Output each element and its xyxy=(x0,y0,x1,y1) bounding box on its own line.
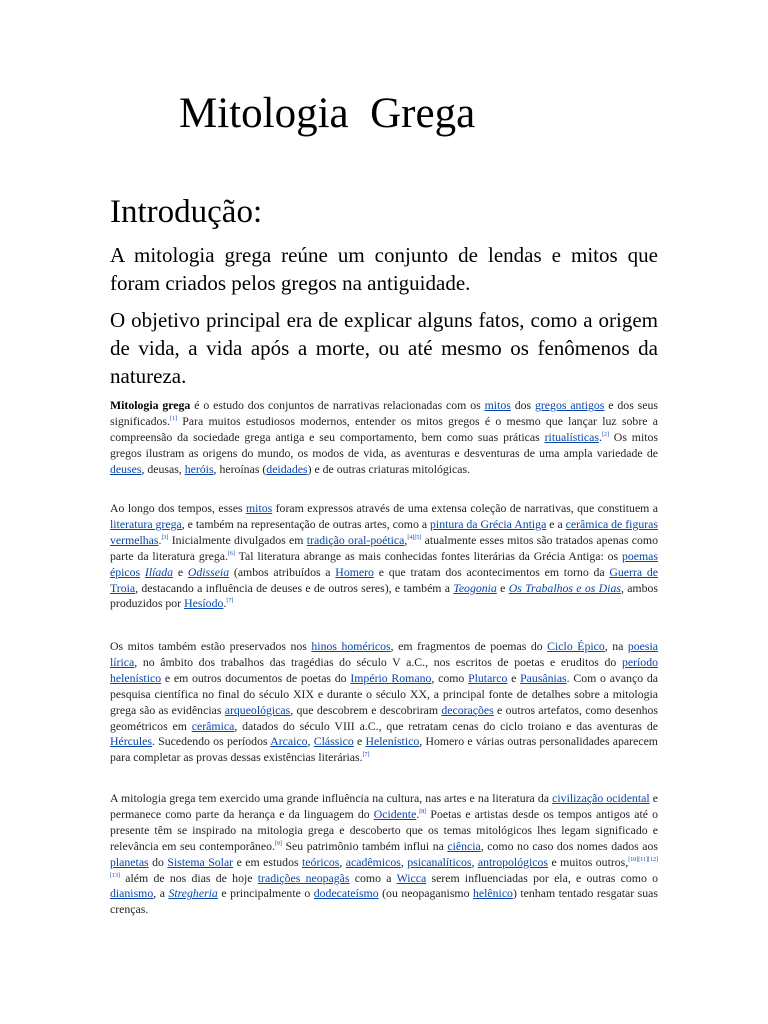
link-dianismo[interactable]: dianismo xyxy=(110,886,154,901)
text-run: , como xyxy=(431,670,469,685)
link-sistema-solar[interactable]: Sistema Solar xyxy=(167,854,234,869)
intro-paragraph-2: O objetivo principal era de explicar alguns fatos, como a origem de vida, a vida após a morte, ou até mesmo os fenômenos da natureza. xyxy=(110,308,658,388)
text-run: é o estudo dos conjuntos de narrativas relacionadas com os xyxy=(190,398,485,412)
text-run: além de nos dias de hoje xyxy=(120,870,258,885)
link-periodo-helenistico[interactable]: período helenístico xyxy=(110,654,658,685)
text-run: e em outros documentos de poetas do xyxy=(161,670,351,685)
text-run: . Sucedendo os períodos xyxy=(151,734,271,749)
text-run: (ou neopaganismo xyxy=(378,886,473,901)
link-tradicoes-neopagas[interactable]: tradições neopagãs xyxy=(257,870,350,885)
text-run: Para muitos estudiosos modernos, entender os mitos gregos é o mesmo que lançar luz sobre a compreensão da sociedade grega antiga e seu comportamento, bem como suas práticas xyxy=(110,413,658,444)
document-title: Mitologia Grega xyxy=(179,90,476,137)
text-run: e xyxy=(353,734,366,749)
footnote-ref[interactable]: [7] xyxy=(226,598,234,605)
link-classico[interactable]: Clássico xyxy=(313,734,354,749)
text-run: e em estudos xyxy=(233,854,303,869)
text-run: . xyxy=(223,596,227,611)
link-arqueologicas[interactable]: arqueológicas xyxy=(224,702,291,717)
footnote-ref[interactable]: [4][5] xyxy=(407,534,422,541)
link-deidades[interactable]: deidades xyxy=(266,461,308,476)
link-pausanias[interactable]: Pausânias xyxy=(520,670,567,685)
footnote-ref[interactable]: [9] xyxy=(274,840,282,847)
link-arcaico[interactable]: Arcaico xyxy=(270,734,308,749)
text-run: , datados do século VIII a.C., que retratam cenas do ciclo troiano e das aventuras de xyxy=(234,718,658,733)
text-run: Inicialmente divulgados em xyxy=(168,532,307,547)
text-run: , xyxy=(404,532,408,547)
link-academicos[interactable]: acadêmicos xyxy=(345,854,401,869)
footnote-ref[interactable]: [10][11][12][13] xyxy=(110,856,658,879)
text-run: ) tenham tentado resgatar suas crenças. xyxy=(110,886,658,917)
text-run: , xyxy=(471,854,478,869)
link-ceramica-de-figuras-vermelhas[interactable]: cerâmica de figuras vermelhas xyxy=(110,516,658,547)
link-hesiodo[interactable]: Hesíodo xyxy=(184,596,224,611)
text-run: , a xyxy=(153,886,169,901)
text-run: Os mitos também estão preservados nos xyxy=(110,639,312,653)
link-wicca[interactable]: Wicca xyxy=(396,870,427,885)
link-hinos-homericos[interactable]: hinos homéricos xyxy=(311,639,391,653)
link-ciencia[interactable]: ciência xyxy=(447,838,481,853)
link-ocidente[interactable]: Ocidente xyxy=(373,806,417,821)
link-dodecateismo[interactable]: dodecateísmo xyxy=(313,886,379,901)
article-paragraph-1 xyxy=(110,398,658,478)
text-run: Os mitos gregos ilustram as origens do mundo, os modos de vida, as aventuras e desventuras de uma ampla variedade de xyxy=(110,429,658,460)
text-run: e xyxy=(496,580,509,595)
text-run: , destacando a influência de deuses e de outros seres), e também a xyxy=(135,580,454,595)
link-herois[interactable]: heróis xyxy=(184,461,214,476)
text-run: Poetas e artistas desde os tempos antigos até o presente têm se inspirado na mitologia grega e descoberto que os temas mitológicos lhes legam significado e relevância em seu contemporâneo. xyxy=(110,806,658,853)
text-run: atualmente esses mitos são tratados apenas como parte da literatura grega. xyxy=(110,532,659,563)
text-run: . Com o avanço da pesquisa científica no final do século XIX e durante o século XX, a principal fonte de detalhes sobre a mitologia grega são as evidências xyxy=(110,670,658,717)
footnote-ref[interactable]: [3] xyxy=(161,534,169,541)
link-psicanaliticos[interactable]: psicanalíticos xyxy=(407,854,472,869)
text-run: e xyxy=(507,670,521,685)
link-decoracoes[interactable]: decorações xyxy=(441,702,494,717)
link-ceramica[interactable]: cerâmica xyxy=(191,718,235,733)
text-run: foram expressos através de uma extensa coleção de narrativas, que constituem a xyxy=(272,501,658,515)
text-run: . xyxy=(416,806,420,821)
link-civilizacao-ocidental[interactable]: civilização ocidental xyxy=(552,791,650,805)
text-run: do xyxy=(148,854,168,869)
text-run: , na xyxy=(604,639,628,653)
footnote-ref[interactable]: [1] xyxy=(169,415,177,422)
text-run: Ao longo dos tempos, esses xyxy=(110,501,246,515)
text-run: Tal literatura abrange as mais conhecidas fontes literárias da Grécia Antiga: os xyxy=(234,548,622,563)
text-run: , ambos produzidos por xyxy=(110,580,658,611)
section-heading: Introdução: xyxy=(110,194,263,230)
text-run: como a xyxy=(349,870,397,885)
text-run: ) e de outras criaturas mitológicas. xyxy=(307,461,471,476)
text-run: e xyxy=(173,564,188,579)
text-run: e que tratam dos acontecimentos em torno da xyxy=(373,564,610,579)
footnote-ref[interactable]: [6] xyxy=(227,550,235,557)
link-iliada[interactable]: Ilíada xyxy=(144,564,174,579)
text-run: , Homero e várias outras personalidades aparecem para completar as provas dessas existências literárias. xyxy=(110,734,658,765)
link-odisseia[interactable]: Odisseia xyxy=(187,564,230,579)
link-deuses[interactable]: deuses xyxy=(110,461,142,476)
article-paragraph-2 xyxy=(110,501,658,612)
text-run: , como no caso dos nomes dados aos xyxy=(480,838,658,853)
link-helenistico[interactable]: Helenístico xyxy=(365,734,420,749)
text-run: e outros artefatos, como desenhos geométricos em xyxy=(110,702,658,733)
link-poesia-lirica[interactable]: poesia lírica xyxy=(110,639,659,669)
intro-paragraph-1: A mitologia grega reúne um conjunto de lendas e mitos que foram criados pelos gregos na antiguidade. xyxy=(110,243,658,295)
link-teogonia[interactable]: Teogonia xyxy=(453,580,497,595)
text-run: , xyxy=(339,854,346,869)
footnote-ref[interactable]: [7] xyxy=(362,752,370,759)
text-run: , xyxy=(307,734,314,749)
link-guerra-de-troia[interactable]: Guerra de Troia xyxy=(110,564,658,595)
link-hercules[interactable]: Hércules xyxy=(110,734,152,749)
text-run: , xyxy=(400,854,408,869)
link-homero[interactable]: Homero xyxy=(335,564,374,579)
link-imperio-romano[interactable]: Império Romano xyxy=(350,670,432,685)
article-paragraph-3 xyxy=(110,639,658,766)
text-run: e muitos outros, xyxy=(548,854,629,869)
link-teoricos[interactable]: teóricos xyxy=(302,854,340,869)
text-run: serem influenciadas por ela, e outras como o xyxy=(426,870,659,885)
text-run: e dos seus significados. xyxy=(110,398,658,428)
text-run: e principalmente o xyxy=(217,886,314,901)
text-run: Seu patrimônio também influi na xyxy=(281,838,448,853)
text-run: (ambos atribuídos a xyxy=(229,564,336,579)
text-run: . xyxy=(158,532,162,547)
link-mitos[interactable]: mitos xyxy=(484,398,511,412)
text-run: e a xyxy=(546,516,566,531)
text-run: , heroínas ( xyxy=(213,461,267,476)
text-run: e permanece como parte da herança e da linguagem do xyxy=(110,791,659,821)
link-stregheria[interactable]: Stregheria xyxy=(168,886,218,901)
link-helenico[interactable]: helênico xyxy=(473,886,513,901)
link-ciclo-epico[interactable]: Ciclo Épico xyxy=(547,639,605,653)
link-plutarco[interactable]: Plutarco xyxy=(468,670,508,685)
text-run: A mitologia grega tem exercido uma grande influência na cultura, nas artes e na literatura da xyxy=(110,791,553,805)
bold-term: Mitologia grega xyxy=(110,398,191,412)
text-run: , e também na representação de outras artes, como a xyxy=(181,516,431,531)
link-planetas[interactable]: planetas xyxy=(110,854,149,869)
link-ritualisticas[interactable]: ritualísticas xyxy=(544,429,599,444)
link-os-trabalhos-e-os-dias[interactable]: Os Trabalhos e os Dias xyxy=(508,580,621,595)
text-run: , deusas, xyxy=(141,461,185,476)
article-paragraph-4 xyxy=(110,791,658,918)
text-run: , no âmbito dos trabalhos das tragédias do século V a.C., nos escritos de poetas e eruditos do xyxy=(134,654,622,669)
text-run: , em fragmentos de poemas do xyxy=(390,639,548,653)
footnote-ref[interactable]: [8] xyxy=(419,808,427,815)
text-run: dos xyxy=(510,398,535,412)
link-tradicao-oral-poetica[interactable]: tradição oral-poética xyxy=(306,532,405,547)
link-pintura-da-grecia-antiga[interactable]: pintura da Grécia Antiga xyxy=(430,516,547,531)
text-run: , que descobrem e descobriram xyxy=(290,702,442,717)
link-mitos[interactable]: mitos xyxy=(245,501,273,515)
link-gregos-antigos[interactable]: gregos antigos xyxy=(534,398,605,412)
footnote-ref[interactable]: [2] xyxy=(601,431,609,438)
link-literatura-grega[interactable]: literatura grega xyxy=(110,516,182,531)
link-antropologicos[interactable]: antropológicos xyxy=(477,854,549,869)
link-poemas-epicos[interactable]: poemas épicos xyxy=(110,548,658,579)
text-run: . xyxy=(599,429,602,444)
